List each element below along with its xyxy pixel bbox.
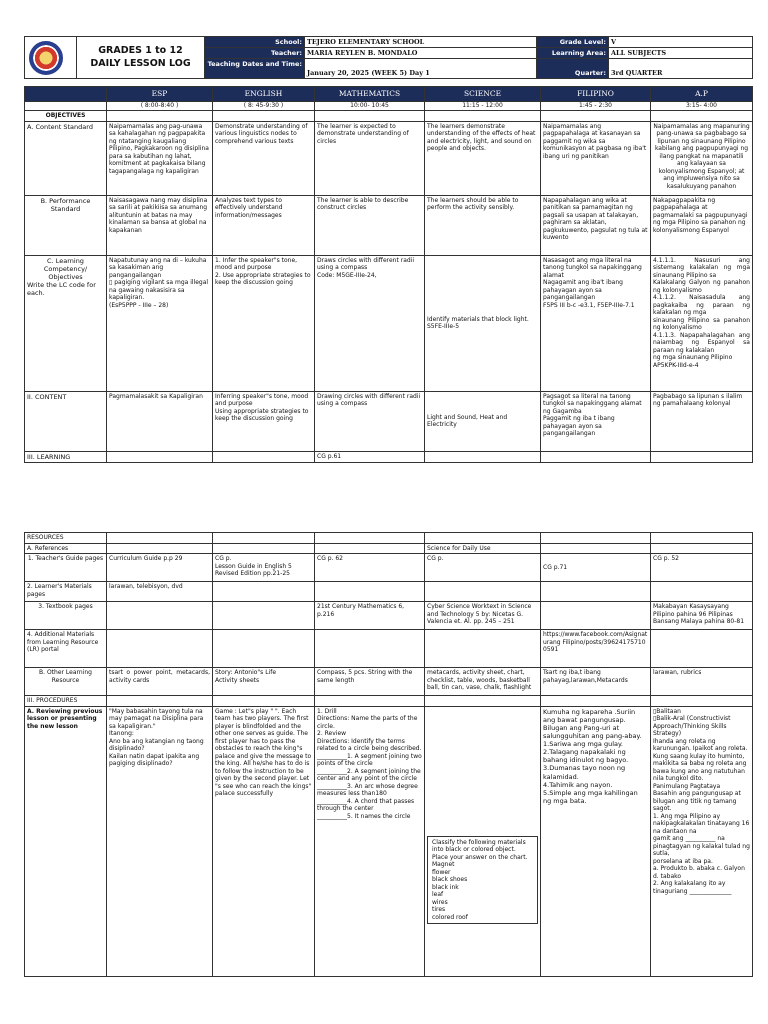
lesson-table-page2	[24, 532, 753, 977]
learning-filipino	[541, 451, 651, 462]
other-math: Compass, 5 pcs. String with the same length	[315, 668, 425, 696]
ref-english	[213, 543, 315, 554]
tg-row	[25, 554, 753, 582]
content-standard-row	[25, 121, 753, 195]
empty-cell	[651, 696, 753, 707]
tb-filipino	[541, 602, 651, 630]
ps-filipino: Napapahalagan ang wika at panitikan sa pamamagitan ng pagsali sa usapan at talakayan, paghiram sa aklatan, pagkukuwento, pagsulat ng tula at kuwento	[541, 195, 651, 255]
lc-science: Identify materials that block light. S5FE-IIIe-5	[425, 255, 541, 391]
ps-math: The learner is able to describe construct circles	[315, 195, 425, 255]
add-ap	[651, 630, 753, 668]
add-math	[315, 630, 425, 668]
content-label: II. CONTENT	[25, 391, 107, 451]
competency-row	[25, 255, 753, 391]
deped-seal-icon	[29, 41, 63, 75]
competency-label: C. Learning Competency/ Objectives	[43, 256, 88, 281]
ref-math	[315, 543, 425, 554]
time-science: 11:15 - 12:00	[425, 102, 541, 111]
cs-science: The learners demonstrate understanding of the effects of heat and electricity, light, and sound on people and objects.	[425, 121, 541, 195]
objectives-label: OBJECTIVES	[25, 111, 107, 122]
learning-row	[25, 451, 753, 462]
learning-english	[213, 451, 315, 462]
dates-value: January 20, 2025 (WEEK 5) Day 1	[305, 59, 537, 79]
empty-cell	[107, 111, 213, 122]
cs-esp: Naipamamalas ang pag-unawa sa kahalagahan ng pagpapakita ng ntatanging kaugaliang Pilipino, Pagkakaroon ng disiplina para sa kabutihan ng lahat, komitment at pagkakaisa bilang tagapangalaga ng kapaligiran	[107, 121, 213, 195]
references-row	[25, 543, 753, 554]
other-ap: larawan, rubrics	[651, 668, 753, 696]
lc-filipino: Nasasagot ang mga literal na tanong tungkol sa napakinggang alamat Nagagamit ang iba't ibang pahayagan ayon sa pangangailangan F5PS III b-c -e3.1, F5EP-IIIe-7.1	[541, 255, 651, 391]
ps-science: The learners should be able to perform the activity sensibly.	[425, 195, 541, 255]
tg-math: CG p. 62	[315, 554, 425, 582]
header-table	[24, 36, 753, 79]
ps-english: Analyzes text types to effectively understand information/messages	[213, 195, 315, 255]
add-filipino-link[interactable]: https://www.facebook.com/Asignaturang Filipino/posts/396241757100591	[541, 630, 651, 668]
tg-esp: Curriculum Guide p.p 29	[107, 554, 213, 582]
tb-esp	[107, 602, 213, 630]
empty-cell	[315, 533, 425, 544]
procedures-label: III. PROCEDURES	[25, 696, 107, 707]
subject-ap: A.P	[651, 87, 753, 102]
competency-label-cell	[25, 255, 107, 391]
rev-filipino: Kumuha ng kapareha .Suriin ang bawat pangungusap. Bilugan ang Pang-uri at salungguhitan ang pang-abay. 1.Sariwa ang mga gulay. 2.Talagang napakalaki ng bahang idinulot ng bagyo. 3.Dumanas tayo noon ng kalamidad. 4.Tahimik ang nayon. 5.Simple ang mga kahilingan ng mga bata.	[541, 706, 651, 976]
learning-science	[425, 451, 541, 462]
empty-cell	[213, 111, 315, 122]
title-line-2: DAILY LESSON LOG	[90, 57, 191, 69]
time-esp: ( 8:00-8:40 )	[107, 102, 213, 111]
time-math: 10:00- 10:45	[315, 102, 425, 111]
performance-standard-label: B. Performance Standard	[25, 195, 107, 255]
lm-english	[213, 582, 315, 602]
ref-esp	[107, 543, 213, 554]
empty-cell	[651, 111, 753, 122]
subject-math: MATHEMATICS	[315, 87, 425, 102]
school-value: TEJERO ELEMENTARY SCHOOL	[305, 37, 537, 48]
performance-standard-row	[25, 195, 753, 255]
empty-cell	[425, 533, 541, 544]
tg-ap: CG p. 52	[651, 554, 753, 582]
add-english	[213, 630, 315, 668]
content-row	[25, 391, 753, 451]
lc-math: Draws circles with different radii using a compass Code: M5GE-IIIe-24,	[315, 255, 425, 391]
add-science	[425, 630, 541, 668]
document-title	[77, 37, 205, 79]
cs-ap: Naipamamalas ang mapanuring pang-unawa sa pagbabago sa lipunan ng sinaunang Pilipino kabilang ang pagpupunyagi ng ilang pangkat na mapanatili ang kalayaan sa kolonyalismong Espanyol; at ang impluwensiya nito sa kasalukuyang panahon	[651, 121, 753, 195]
area-value: ALL SUBJECTS	[609, 48, 753, 59]
lm-label: 2. Learner's Materials pages	[25, 582, 107, 602]
rev-math: 1. Drill Directions: Name the parts of the circle. 2. Review Directions: Identify the terms related to a circle being described. __________1. A segment joining two points of the circle __________2. A segment joining the center and any point of the circle __________3. An arc whose degree measures less than180 __________4. A chord that passes through the center __________5. It names the circle	[315, 706, 425, 976]
empty-cell	[541, 111, 651, 122]
content-math: Drawing circles with different radii using a compass	[315, 391, 425, 451]
ref-science: Science for Daily Use	[425, 543, 541, 554]
quarter-label: Quarter:	[537, 59, 609, 79]
tb-science: Cyber Science Worktext in Science and Technology 5 by: Nicetas G. Valencia et. Al. pp. 245 – 251	[425, 602, 541, 630]
ps-esp: Naisasagawa nang may disiplina sa sarili at pakikiisa sa anumang alituntunin at batas na may kinalaman sa bansa at global na kapakanan	[107, 195, 213, 255]
lc-ap: 4.1.1.1. Nasusuri ang sistemang kalakalan ng mga sinaunang Pilipino sa Kalakalang Galyon ng panahon ng kolonyalismo 4.1.1.2. Naisasadula ang pagkakaiba ng paraan ng kalakalan ng mga sinaunang Pilipino sa panahon ng kolonyalismo 4.1.1.3. Napapahalagahan ang naiambag ng Espanyol sa paraan ng kalakalan ng mga sinaunang Pilipino AP5KPK-IIId-e-4	[651, 255, 753, 391]
logo-cell	[25, 37, 77, 79]
lm-math	[315, 582, 425, 602]
lm-row	[25, 582, 753, 602]
empty-cell	[315, 696, 425, 707]
empty-cell	[541, 696, 651, 707]
content-ap: Pagbabago sa lipunan s ilalim ng pamahalaang kolonyal	[651, 391, 753, 451]
other-english: Story: Antonio"s Life Activity sheets	[213, 668, 315, 696]
school-label: School:	[205, 37, 305, 48]
time-english: ( 8: 45-9:30 )	[213, 102, 315, 111]
resources-label: RESOURCES	[25, 533, 107, 544]
cs-english: Demonstrate understanding of various linguistics nodes to comprehend various texts	[213, 121, 315, 195]
tg-science: CG p.	[425, 554, 541, 582]
ref-filipino	[541, 543, 651, 554]
time-row	[25, 102, 753, 111]
ps-ap: Nakapagpapakita ng pagpapahalaga at pagmamalaki sa pagpupunyagi ng mga Pilipino sa panahon ng kolonyalismong Espanyol	[651, 195, 753, 255]
references-label: A. References	[25, 543, 107, 554]
science-classify-box: Classify the following materials into black or colored object. Place your answer on the chart. Magnet flower black shoes black ink leaf wires tires colored roof	[427, 836, 538, 925]
reviewing-label: A. Reviewing previous lesson or presenting the new lesson	[25, 706, 107, 976]
content-esp: Pagmamalasakit sa Kapaligiran	[107, 391, 213, 451]
cs-math: The learner is expected to demonstrate understanding of circles	[315, 121, 425, 195]
teacher-value: MARIA REYLEN B. MONDALO	[305, 48, 537, 59]
rev-science-spacer	[427, 708, 538, 832]
empty-cell	[213, 696, 315, 707]
learning-esp	[107, 451, 213, 462]
lm-esp: larawan, telebisyon, dvd	[107, 582, 213, 602]
lc-esp: Napatutunay ang na di – kukuha sa kasakiman ang pangangailangan ▯ pagiging vigilant sa mga illegal na gawaing nakasisira sa kapaligiran. (EsP5PPP - IIIe – 28)	[107, 255, 213, 391]
title-line-1: GRADES 1 to 12	[98, 44, 183, 56]
subject-science: SCIENCE	[425, 87, 541, 102]
tg-filipino: CG p.71	[541, 554, 651, 582]
subject-esp: ESP	[107, 87, 213, 102]
content-standard-label: A. Content Standard	[25, 121, 107, 195]
tg-label: 1. Teacher's Guide pages	[25, 554, 107, 582]
time-blank	[25, 102, 107, 111]
add-esp	[107, 630, 213, 668]
empty-cell	[315, 111, 425, 122]
competency-note: Write the LC code for each.	[27, 280, 96, 297]
other-science: metacards, activity sheet, chart, checklist, table, woods, basketball ball, tin can, vase, chalk, flashlight	[425, 668, 541, 696]
learning-label: III. LEARNING	[25, 451, 107, 462]
subject-filipino: FILIPINO	[541, 87, 651, 102]
subject-header-row	[25, 87, 753, 102]
quarter-value: 3rd QUARTER	[609, 59, 753, 79]
learning-math: CG p.61	[315, 451, 425, 462]
dates-label: Teaching Dates and Time:	[205, 59, 305, 79]
rev-english: Game : Let"s play " ". Each team has two players. The first player is blindfolded and the other one serves as guide. The first player has to pass the obstacles to reach the king"s palace and give the message to the king. All he/she has to do is to follow the instruction to be given by the second player. Let "s see who can reach the kings" palace successfully	[213, 706, 315, 976]
blank-header	[25, 87, 107, 102]
other-esp: tsart o power point, metacards, activity cards	[107, 668, 213, 696]
reviewing-row	[25, 706, 753, 976]
tg-english: CG p. Lesson Guide in English 5 Revised Edition pp.21-25	[213, 554, 315, 582]
lm-filipino	[541, 582, 651, 602]
area-label: Learning Area:	[537, 48, 609, 59]
empty-cell	[541, 533, 651, 544]
time-ap: 3:15- 4:00	[651, 102, 753, 111]
lesson-table-page1	[24, 86, 753, 463]
lc-english: 1. Infer the speaker"s tone, mood and purpose 2. Use appropriate strategies to keep the discussion going	[213, 255, 315, 391]
cs-filipino: Naipamamalas ang pagpapahalaga at kasanayan sa paggamit ng wika sa komunikasyon at pagbasa ng iba't ibang uri ng panitikan	[541, 121, 651, 195]
content-english: Inferring speaker"s tone, mood and purpose Using appropriate strategies to keep the discussion going	[213, 391, 315, 451]
grade-label: Grade Level:	[537, 37, 609, 48]
tb-english	[213, 602, 315, 630]
textbook-row	[25, 602, 753, 630]
learning-ap	[651, 451, 753, 462]
lm-science	[425, 582, 541, 602]
subject-english: ENGLISH	[213, 87, 315, 102]
teacher-label: Teacher:	[205, 48, 305, 59]
tb-math: 21st Century Mathematics 6, p.216	[315, 602, 425, 630]
other-filipino: Tsart ng iba,t ibang pahayag,larawan,Metacards	[541, 668, 651, 696]
other-resource-row	[25, 668, 753, 696]
empty-cell	[651, 533, 753, 544]
ref-ap	[651, 543, 753, 554]
empty-cell	[425, 111, 541, 122]
additional-row	[25, 630, 753, 668]
empty-cell	[213, 533, 315, 544]
rev-science	[425, 706, 541, 976]
grade-value: V	[609, 37, 753, 48]
rev-ap: ▯Balitaan ▯Balik-Aral (Constructivist Approach/Thinking Skills Strategy) Ihanda ang roleta ng karunungan. Ipaikot ang roleta. Kung saang kulay ito huminto, makikita sa baba ng roleta ang bawa kung ano ang natutuhan nila tungkol dito. Panimulang Pagtataya Basahin ang pangungusap at bilugan ang titik ng tamang sagot. 1. Ang mga Pilipino ay nakipagkalakalan tinatayang 16 na dantaon na gamit ang __________ na pinagtagyan ng kalakal tulad ng sutla, porselana at iba pa. a. Produkto b. abaka c. Galyon d. tabako 2. Ang kalakalang ito ay tinaguriang ______________	[651, 706, 753, 976]
additional-label: 4. Additional Materials from Learning Resource (LR) portal	[25, 630, 107, 668]
rev-esp: "May babasahin tayong tula na may pamagat na Disiplina para sa kapaligiran." Itanong: Ano ba ang katangian ng taong disiplinado? Kailan natin dapat ipakita ang pagiging disiplinado?	[107, 706, 213, 976]
empty-cell	[107, 533, 213, 544]
empty-cell	[425, 696, 541, 707]
time-filipino: 1:45 - 2:30	[541, 102, 651, 111]
other-label: B. Other Learning Resource	[25, 668, 107, 696]
lm-ap	[651, 582, 753, 602]
tb-label: 3. Textbook pages	[25, 602, 107, 630]
tb-ap: Makabayan Kasaysayang Pilipino pahina 96 Pilipinas Bansang Malaya pahina 80-81	[651, 602, 753, 630]
content-science: Light and Sound, Heat and Electricity	[425, 391, 541, 451]
content-filipino: Pagsagot sa literal na tanong tungkol sa napakinggang alamat ng Gagamba Paggamit ng iba t ibang pahayagan ayon sa pangangailangan	[541, 391, 651, 451]
empty-cell	[107, 696, 213, 707]
